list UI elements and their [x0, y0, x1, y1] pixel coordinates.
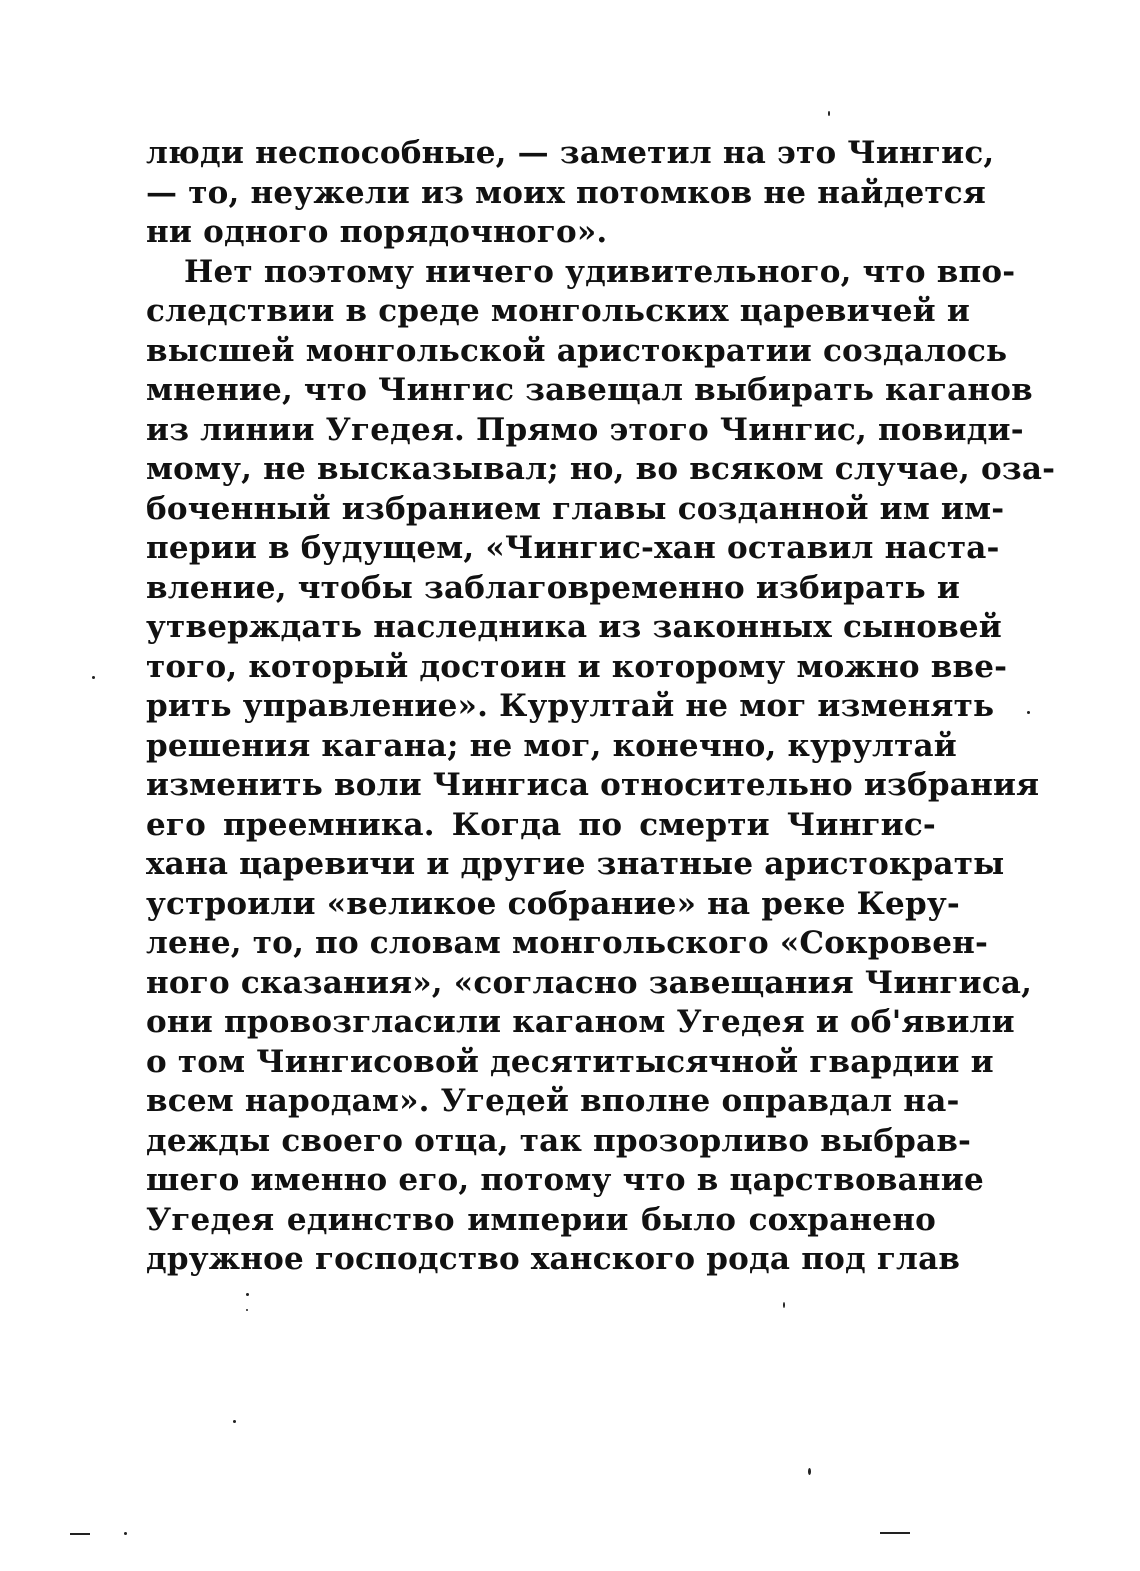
text-line: перии в будущем, «Чингис-хан оставил наста-	[146, 530, 1000, 566]
text-line: Нет поэтому ничего удивительного, что впо-	[184, 253, 1016, 290]
text-line: высшей монгольской аристократии создалось	[146, 332, 1008, 369]
text-line: Угедея единство империи было сохранено	[146, 1201, 936, 1238]
scan-speck	[246, 1293, 249, 1296]
text-line: того, который достоин и которому можно вве-	[146, 648, 1008, 685]
text-line: дружное господство ханского рода под глав	[146, 1241, 961, 1277]
edge-mark	[70, 1533, 90, 1535]
text-line: из линии Угедея. Прямо этого Чингис, повиди-	[146, 411, 1024, 448]
text-line: вление, чтобы заблаговременно избирать и	[146, 569, 961, 606]
text-line: рить управление». Курултай не мог изменять	[146, 688, 995, 724]
text-line: лене, то, по словам монгольского «Сокровен-	[146, 925, 989, 961]
text-line: дежды своего отца, так прозорливо выбрав-	[146, 1122, 972, 1159]
text-line: мнение, что Чингис завещал выбирать каганов	[146, 372, 1033, 408]
text-line: шего именно его, потому что в царствование	[146, 1162, 984, 1198]
text-line: его преемника. Когда по смерти Чингис-	[146, 806, 936, 843]
scan-speck	[92, 676, 95, 679]
text-line: решения кагана; не мог, конечно, курултай	[146, 727, 957, 764]
text-line: устроили «великое собрание» на реке Керу-	[146, 885, 960, 922]
scan-speck	[828, 111, 830, 116]
scan-speck	[783, 1302, 785, 1308]
text-line: ного сказания», «согласно завещания Чингиса,	[146, 964, 1033, 1001]
text-line: хана царевичи и другие знатные аристократы	[146, 846, 1005, 882]
text-line: ни одного порядочного».	[146, 214, 608, 250]
text-line: всем народам». Угедей вполне оправдал на-	[146, 1083, 960, 1119]
text-line: они провозгласили каганом Угедея и об'явили	[146, 1004, 1015, 1040]
scan-speck	[1027, 711, 1030, 714]
edge-mark	[880, 1532, 910, 1534]
scan-speck	[808, 1468, 811, 1475]
scan-speck	[124, 1532, 127, 1535]
text-line: мому, не высказывал; но, во всяком случае, оза-	[146, 451, 1056, 487]
text-line: боченный избранием главы созданной им им-	[146, 490, 1005, 527]
body-text	[146, 134, 1056, 1280]
scan-speck	[233, 1420, 236, 1423]
text-line: люди неспособные, — заметил на это Чингис,	[146, 135, 995, 171]
text-line: изменить воли Чингиса относительно избрания	[146, 767, 1040, 803]
text-line: — то, неужели из моих потомков не найдется	[146, 174, 986, 211]
text-line: утверждать наследника из законных сыновей	[146, 609, 1002, 645]
scan-speck	[246, 1309, 248, 1311]
text-line: о том Чингисовой десятитысячной гвардии и	[146, 1043, 994, 1080]
text-line: следствии в среде монгольских царевичей и	[146, 293, 971, 329]
